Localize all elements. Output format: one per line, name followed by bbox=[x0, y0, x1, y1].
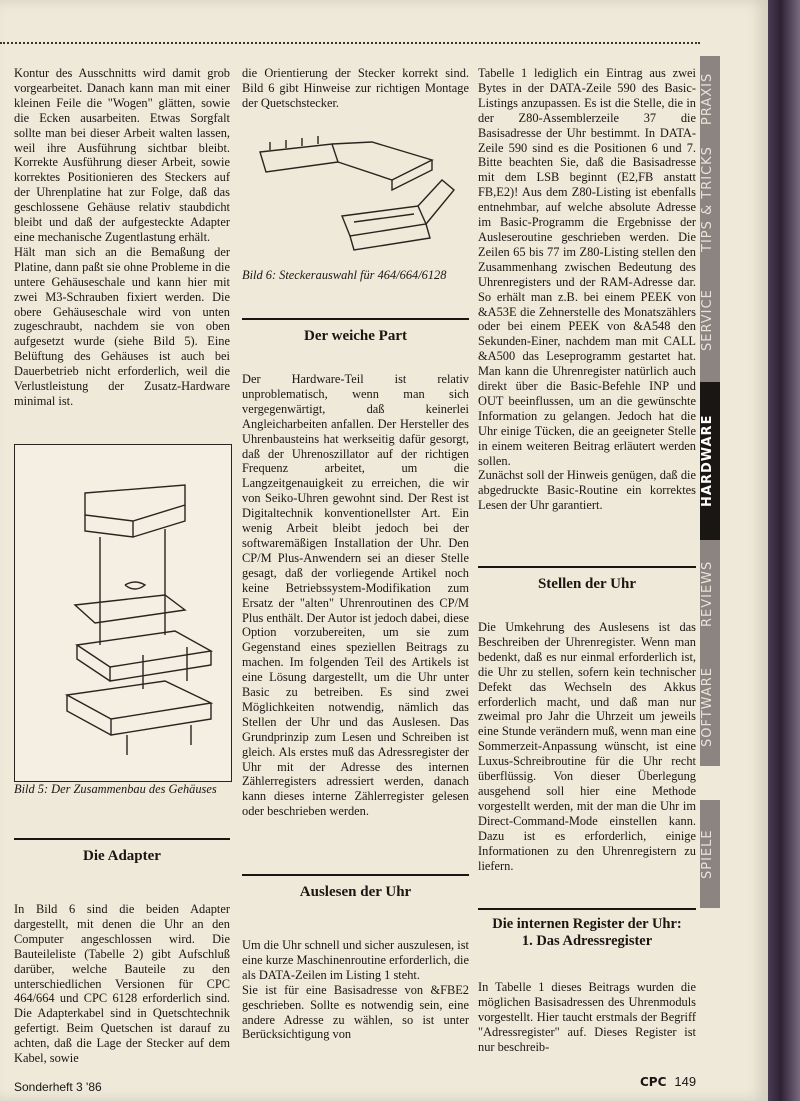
footer-brand: CPC bbox=[640, 1075, 667, 1089]
figure-6-caption: Bild 6: Steckerauswahl für 464/664/6128 bbox=[242, 268, 447, 282]
side-tab-spiele: SPIELE bbox=[700, 800, 720, 908]
footer-page bbox=[640, 1074, 696, 1089]
footer-issue: Sonderheft 3 '86 bbox=[14, 1080, 102, 1094]
col1-paragraph-1: Kontur des Ausschnitts wird damit grob vorgearbeitet. Danach kann man mit einer kleinen Feile die "Wogen" glätten, sowie die Ecken ausarbeiten. Etwas Sorgfalt sollte man bei dieser Arbeit walten lassen, weil ihre Ausführung sichtbar bleibt. Korrekte Ausführung dieser Arbeit, sowie korrektes Positionieren des Steckers auf der Uhrenplatine hat zur Folge, daß das geschlossene Gehäuse relativ staubdicht bleibt und daß der aufgesteckte Adapter eine mechanische Zugentlastung erhält. bbox=[14, 66, 230, 244]
heading-der-weiche-part-text: Der weiche Part bbox=[303, 328, 407, 344]
heading-interne-register-line1: Die internen Register der Uhr: bbox=[492, 916, 682, 932]
side-tab-reviews: REVIEWS bbox=[700, 540, 720, 648]
col1-paragraph-3: In Bild 6 sind die beiden Adapter dargestellt, mit denen die Uhr an den Computer angeschlossen wird. Die Bauteileliste (Tabelle 2) gibt Aufschluß darüber, welche Bauteile zu den unterschiedlichen Versionen für CPC 464/664 und CPC 6128 erforderlich sind. Die Adapterkabel sind in Quetschtechnik gefertigt. Beim Quetschen ist darauf zu achten, daß die Lage der Stecker auf dem Kabel, sowie bbox=[14, 902, 230, 1066]
col3-paragraph-4: In Tabelle 1 dieses Beitrags wurden die möglichen Basisadressen des Uhrenmoduls vorgestellt. Hier taucht erstmals der Begriff "Adressregister" auf. Dieses Register ist nur beschreib- bbox=[478, 980, 696, 1054]
column-3-top bbox=[478, 66, 696, 513]
col2-paragraph-4: Sie ist für eine Basisadresse von &FBE2 geschrieben. Sollte es notwendig sein, eine andere Adresse zu wählen, so ist unter Berücksichtigung von bbox=[242, 982, 469, 1042]
heading-auslesen-der-uhr bbox=[242, 874, 469, 901]
side-tab-tips-tricks: TIPS & TRICKS bbox=[700, 140, 720, 258]
heading-die-adapter bbox=[14, 838, 230, 865]
figure-5-caption: Bild 5: Der Zusammenbau des Gehäuses bbox=[14, 782, 217, 796]
column-2-top bbox=[242, 66, 469, 111]
col3-paragraph-2: Zunächst soll der Hinweis genügen, daß die abgedruckte Basic-Routine ein korrektes Lesen der Uhr garantiert. bbox=[478, 468, 696, 513]
heading-der-weiche-part bbox=[242, 318, 469, 345]
col3-paragraph-3: Die Umkehrung des Auslesens ist das Beschreiben der Uhrenregister. Wenn man bedenkt, daß es nur einmal erforderlich ist, die Uhr zu stellen, sofern kein technischer Defekt das Wechseln des Akkus erforderlich macht, und daß man nur zweimal pro Jahr die Uhrzeit um jeweils eine Stunde verändern muß, wenn man eine Sommerzeit-Anpassung wünscht, ist eine Luxus-Schreibroutine für die Uhr recht überflüssig. Von dieser Überlegung ausgehend soll hier eine Methode vorgestellt werden, mit der man die Uhr im Direct-Command-Mode einstellen kann. Dazu ist es erforderlich, einige Informationen zu den Uhrenregistern zu liefern. bbox=[478, 620, 696, 873]
col2-paragraph-3: Um die Uhr schnell und sicher auszulesen, ist eine kurze Maschinenroutine erforderlich, die als DATA-Zeilen im Listing 1 steht. bbox=[242, 938, 469, 982]
connector-drawing bbox=[242, 120, 469, 264]
column-3-bottom bbox=[478, 980, 696, 1055]
column-1-top bbox=[14, 66, 230, 409]
heading-stellen-der-uhr-text: Stellen der Uhr bbox=[537, 576, 637, 592]
heading-interne-register bbox=[478, 908, 696, 950]
column-2-bottom bbox=[242, 938, 469, 1042]
housing-assembly-drawing bbox=[15, 445, 231, 781]
heading-stellen-der-uhr bbox=[478, 566, 696, 593]
heading-auslesen-der-uhr-text: Auslesen der Uhr bbox=[299, 884, 412, 900]
col2-paragraph-1: die Orientierung der Stecker korrekt sind. Bild 6 gibt Hinweise zur richtigen Montage der Quetschstecker. bbox=[242, 66, 469, 110]
side-tab-praxis: PRAXIS bbox=[700, 56, 720, 142]
heading-die-adapter-text: Die Adapter bbox=[83, 848, 161, 864]
side-tab-service: SERVICE bbox=[700, 256, 720, 384]
column-2-middle bbox=[242, 372, 469, 819]
top-dotted-rule bbox=[0, 42, 700, 44]
column-1-bottom bbox=[14, 902, 230, 1066]
col3-paragraph-1: Tabelle 1 lediglich ein Eintrag aus zwei Bytes in der DATA-Zeile 590 des Basic-Listings anzupassen. Es ist die Stelle, die in der Z80-Assemblerzeile 37 die Basisadresse der Uhr bestimmt. In DATA-Zeile 590 sind es die Positionen 6 und 7. Bitte beachten Sie, daß die Basisadresse mit dem LSB beginnt (E2,FB anstatt FB,E2)! Aus dem Z80-Listing ist ebenfalls entnehmbar, auf welche absolute Adresse im Basic-Programm die Ergebnisse der Ausleseroutine geschrieben werden. Die Zeilen 65 bis 77 im Z80-Listing stellen den Zusammenhang zwischen Bedeutung des Uhrenregisters und der RAM-Adresse dar. So erhält man z.B. bei einem PEEK von &A53E die Zehnerstelle des Monatszählers oder bei einem PEEK von &A548 den Sekunden-Einer, nachdem man mit CALL &A500 das Leseprogramm gestartet hat. Man kann die Uhrenregister natürlich auch direkt über die Basic-Befehle INP und OUT beeinflussen, um an die gewünschte Information zu gelangen. Jedoch hat die Uhr einige Tücken, die an geeigneter Stelle in einem weiteren Beitrag erläutert werden sollen. bbox=[478, 66, 696, 468]
col1-paragraph-2: Hält man sich an die Bemaßung der Platine, dann paßt sie ohne Probleme in die untere Gehäuseschale und kann hier mit zwei M3-Schrauben fixiert werden. Die obere Gehäuseschale wird von unten zugeschraubt, nachdem sie von oben aufgesetzt wurde (siehe Bild 5). Eine Belüftung des Gehäuses ist auch bei Dauerbetrieb nicht erforderlich, weil die Verlustleistung der Zusatz-Hardware minimal ist. bbox=[14, 244, 230, 408]
column-3-middle bbox=[478, 620, 696, 873]
figure-5-housing-assembly bbox=[14, 444, 232, 782]
side-tab-hardware: HARDWARE bbox=[700, 382, 720, 540]
col2-paragraph-2: Der Hardware-Teil ist relativ unproblematisch, wenn man sich vergegenwärtigt, daß keinerlei Angleicharbeiten anfallen. Der Hersteller des Uhrenbausteins hat werkseitig dafür gesorgt, daß der Uhrenoszillator auf der richtigen Frequenz arbeitet, um die Langzeitgenauigkeit zu erreichen, die wir von Seiko-Uhren gewohnt sind. Der Rest ist Digitaltechnik konventionellster Art. Ein wenig Arbeit bleibt jedoch bei der softwaremäßigen Installation der Uhr. Den CP/M Plus-Anwendern sei an dieser Stelle gesagt, daß der vorliegende Artikel noch keine Betriebssystem-Modifikation zum Ersatz der "alten" Uhrenroutinen des CP/M Plus enthält. Der Autor ist jedoch dabei, diese Option vorzubereiten, um sie zum Gegenstand eines speziellen Beitrags zu machen. Im folgenden Teil des Artikels ist eine Lösung dargestellt, um die Uhr unter Basic zu betreiben. Es sind zwei Möglichkeiten notwendig, nämlich das Stellen der Uhr und das Auslesen. Das Grundprinzip zum Lesen und Schreiben ist gleich. Als erstes muß das Adressregister der Uhr mit der Adresse des internen Zählerregisters adressiert werden, danach kann dieses interne Zählerregister gelesen oder beschrieben werden. bbox=[242, 372, 469, 819]
footer-page-number: 149 bbox=[674, 1074, 697, 1089]
heading-interne-register-line2: 1. Das Adressregister bbox=[521, 933, 653, 949]
figure-6-connectors bbox=[242, 120, 469, 264]
magazine-binding-edge bbox=[768, 0, 800, 1101]
side-tab-software: SOFTWARE bbox=[700, 648, 720, 766]
